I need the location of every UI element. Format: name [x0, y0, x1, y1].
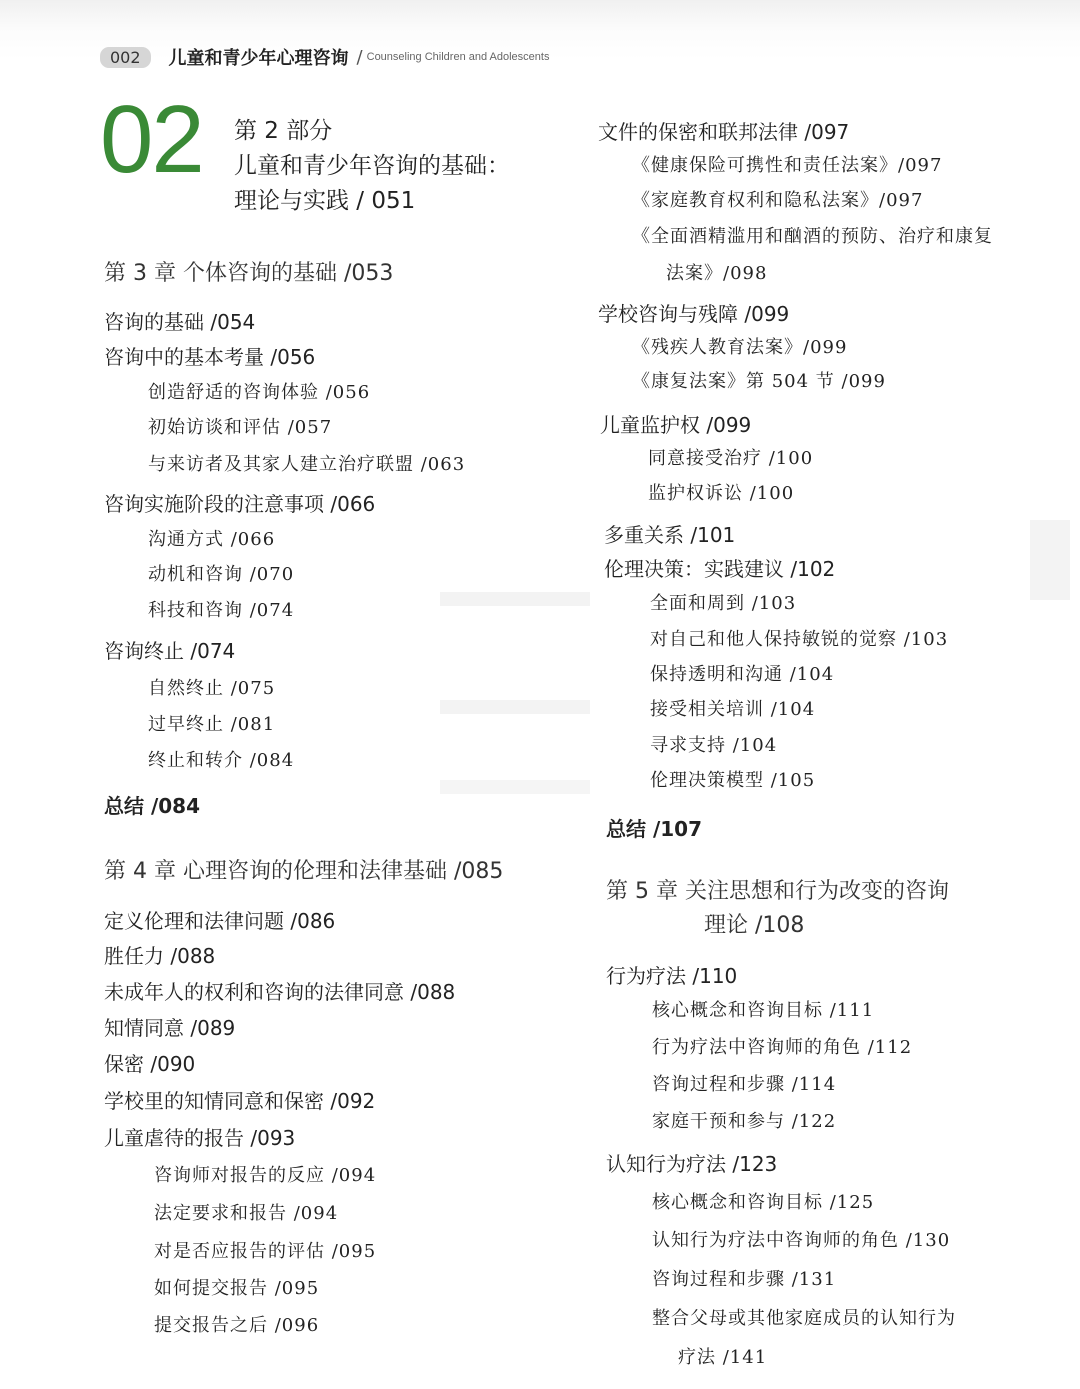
part-heading: [234, 114, 510, 219]
toc-entry: 认知行为疗法 /123: [606, 1152, 778, 1176]
toc-subentry: 保持透明和沟通 /104: [650, 664, 835, 685]
toc-entry: 知情同意 /089: [104, 1016, 236, 1040]
bleed-through: [440, 700, 590, 714]
toc-subentry: 《家庭教育权利和隐私法案》/097: [632, 190, 924, 211]
toc-entry: 咨询实施阶段的注意事项 /066: [104, 492, 376, 516]
toc-subentry: 接受相关培训 /104: [650, 699, 816, 720]
toc-subentry: 如何提交报告 /095: [154, 1278, 320, 1299]
part-title-line1: 儿童和青少年咨询的基础：: [234, 153, 510, 179]
summary-entry: 总结 /084: [104, 794, 201, 818]
toc-subentry: 整合父母或其他家庭成员的认知行为: [652, 1308, 956, 1329]
part-number: 02: [100, 86, 203, 193]
toc-subentry: 自然终止 /075: [148, 678, 276, 699]
toc-entry: 未成年人的权利和咨询的法律同意 /088: [104, 980, 456, 1004]
toc-entry: 多重关系 /101: [604, 523, 736, 547]
toc-subentry: 寻求支持 /104: [650, 735, 778, 756]
toc-subentry: 对自己和他人保持敏锐的觉察 /103: [650, 629, 949, 650]
toc-subentry: 全面和周到 /103: [650, 593, 797, 614]
toc-subentry: 沟通方式 /066: [148, 529, 276, 550]
toc-subentry: 法定要求和报告 /094: [154, 1203, 339, 1224]
chapter-3-heading: 第 3 章 个体咨询的基础 /053: [104, 261, 394, 286]
toc-subentry: 核心概念和咨询目标 /125: [652, 1192, 875, 1213]
bleed-through: [440, 592, 590, 606]
toc-subentry: 监护权诉讼 /100: [648, 483, 795, 504]
toc-entry: 儿童监护权 /099: [600, 413, 752, 437]
page-number: 002: [100, 47, 151, 68]
toc-entry: 咨询中的基本考量 /056: [104, 345, 316, 369]
toc-subentry: 《全面酒精滥用和酗酒的预防、治疗和康复: [632, 226, 993, 247]
toc-subentry: 咨询师对报告的反应 /094: [154, 1165, 377, 1186]
bleed-through: [440, 780, 590, 794]
running-header: [100, 44, 549, 70]
toc-subentry: 伦理决策模型 /105: [650, 770, 816, 791]
summary-entry: 总结 /107: [606, 817, 703, 841]
toc-subentry: 创造舒适的咨询体验 /056: [148, 382, 371, 403]
toc-subentry: 家庭干预和参与 /122: [652, 1111, 837, 1132]
toc-entry: 学校咨询与残障 /099: [598, 302, 790, 326]
toc-entry: 伦理决策：实践建议 /102: [604, 557, 836, 581]
book-title-english: Counseling Children and Adolescents: [366, 51, 550, 63]
toc-entry: 胜任力 /088: [104, 944, 216, 968]
toc-subentry: 《康复法案》第 504 节 /099: [632, 371, 886, 392]
toc-subentry: 《残疾人教育法案》/099: [632, 337, 848, 358]
toc-subentry: 咨询过程和步骤 /131: [652, 1269, 837, 1290]
book-title: 儿童和青少年心理咨询: [168, 48, 349, 69]
toc-subentry: 同意接受治疗 /100: [648, 448, 814, 469]
toc-subentry: 终止和转介 /084: [148, 750, 295, 771]
chapter-5-heading-line1: 第 5 章 关注思想和行为改变的咨询: [606, 879, 949, 904]
toc-subentry: 法案》/098: [666, 263, 768, 284]
toc-subentry: 动机和咨询 /070: [148, 564, 295, 585]
toc-subentry: 行为疗法中咨询师的角色 /112: [652, 1037, 913, 1058]
toc-subentry: 提交报告之后 /096: [154, 1315, 320, 1336]
toc-subentry: 《健康保险可携性和责任法案》/097: [632, 155, 943, 176]
part-label: 第 2 部分: [234, 118, 333, 144]
toc-entry: 咨询的基础 /054: [104, 310, 256, 334]
toc-subentry: 科技和咨询 /074: [148, 600, 295, 621]
toc-subentry: 认知行为疗法中咨询师的角色 /130: [652, 1230, 951, 1251]
toc-entry: 儿童虐待的报告 /093: [104, 1126, 296, 1150]
chapter-5-heading-line2: 理论 /108: [704, 913, 805, 938]
toc-subentry: 与来访者及其家人建立治疗联盟 /063: [148, 454, 466, 475]
toc-subentry: 对是否应报告的评估 /095: [154, 1241, 377, 1262]
bleed-through: [1030, 520, 1070, 600]
chapter-4-heading: 第 4 章 心理咨询的伦理和法律基础 /085: [104, 859, 504, 884]
toc-subentry: 过早终止 /081: [148, 714, 276, 735]
toc-subentry: 初始访谈和评估 /057: [148, 417, 333, 438]
toc-entry: 行为疗法 /110: [606, 964, 738, 988]
toc-entry: 文件的保密和联邦法律 /097: [598, 120, 850, 144]
toc-entry: 咨询终止 /074: [104, 639, 236, 663]
toc-subentry: 咨询过程和步骤 /114: [652, 1074, 837, 1095]
toc-subentry: 核心概念和咨询目标 /111: [652, 1000, 875, 1021]
toc-subentry: 疗法 /141: [678, 1347, 768, 1368]
toc-entry: 定义伦理和法律问题 /086: [104, 909, 336, 933]
title-separator: /: [356, 46, 363, 68]
part-title-line2: 理论与实践 / 051: [234, 188, 416, 214]
toc-entry: 学校里的知情同意和保密 /092: [104, 1089, 376, 1113]
toc-entry: 保密 /090: [104, 1052, 196, 1076]
